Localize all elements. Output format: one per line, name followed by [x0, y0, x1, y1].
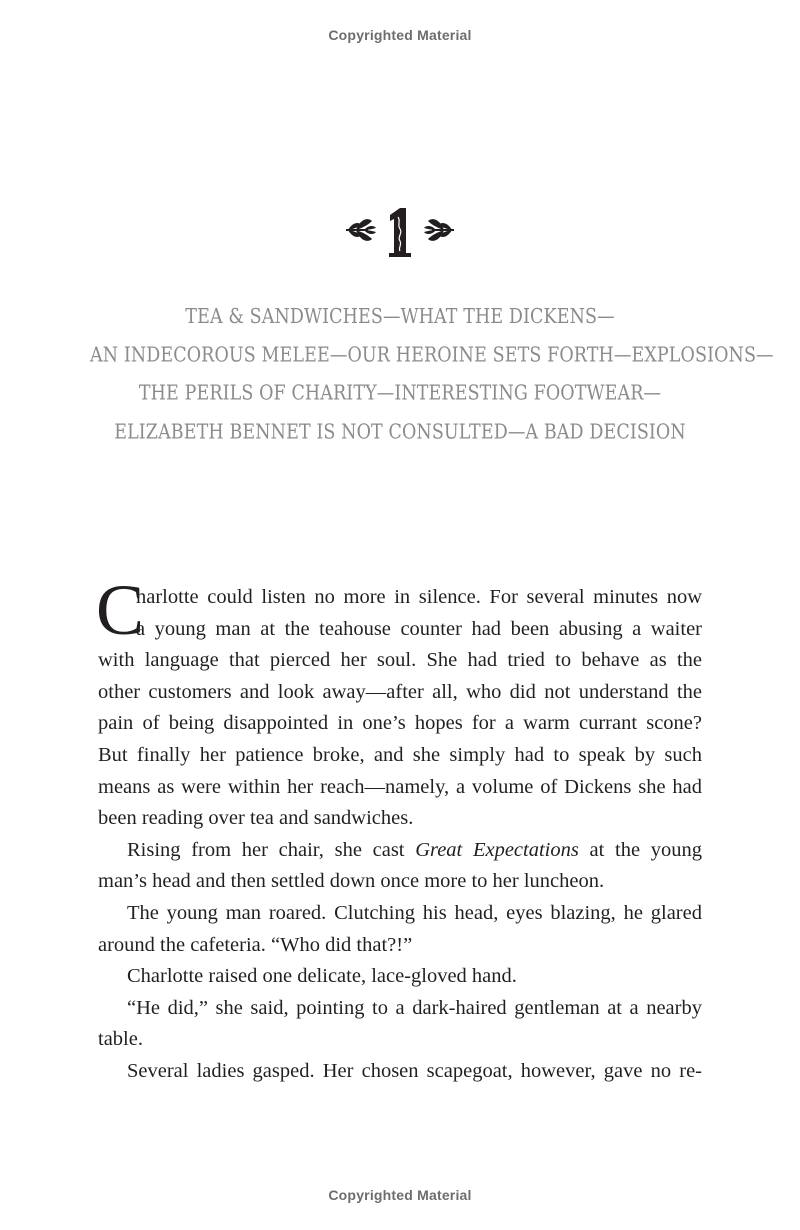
summary-line: AN INDECOROUS MELEE—OUR HEROINE SETS FORTH—EXPLOSIONS—	[90, 343, 774, 368]
summary-line: TEA & SANDWICHES—WHAT THE DICKENS—	[185, 305, 615, 329]
text-line: table.	[98, 1028, 143, 1051]
copyright-watermark-top: Copyrighted Material	[328, 27, 472, 43]
text-span: Rising from her chair, she cast	[127, 838, 416, 861]
text-line: harlotte could listen no more in silence. For several minutes now	[136, 586, 702, 608]
text-line: a young man at the teahouse counter had been abusing a waiter	[136, 617, 702, 640]
chapter-number: 1	[399, 261, 401, 262]
body-text	[98, 582, 702, 1088]
copyright-watermark-bottom: Copyrighted Material	[328, 1187, 472, 1203]
drop-cap: C	[96, 570, 145, 650]
text-line: Charlotte raised one delicate, lace-gloved hand.	[127, 965, 517, 988]
chapter-number-ornament	[0, 193, 800, 263]
text-line: around the cafeteria. “Who did that?!”	[98, 933, 413, 956]
summary-line: THE PERILS OF CHARITY—INTERESTING FOOTWEAR—	[138, 381, 662, 406]
text-span: at the young	[578, 838, 702, 861]
text-line: Several ladies gasped. Her chosen scapegoat, however, gave no re-	[127, 1059, 702, 1082]
text-line: with language that pierced her soul. She had tried to behave as the	[98, 649, 702, 672]
text-line: But finally her patience broke, and she simply had to speak by such	[98, 743, 702, 766]
text-line	[98, 835, 702, 867]
text-line: other customers and look away—after all, who did not understand the	[98, 680, 702, 703]
chapter-numeral-one	[389, 208, 411, 257]
text-line: man’s head and then settled down once more to her luncheon.	[98, 870, 605, 893]
text-line: “He did,” she said, pointing to a dark-haired gentleman at a nearby	[127, 996, 702, 1019]
left-leaf-icon	[346, 219, 376, 241]
text-line: means as were within her reach—namely, a volume of Dickens she had	[98, 775, 702, 798]
text-line: been reading over tea and sandwiches.	[98, 807, 414, 830]
text-line: pain of being disappointed in one’s hopes for a warm currant scone?	[98, 712, 702, 735]
right-leaf-icon	[424, 219, 454, 241]
summary-line: ELIZABETH BENNET IS NOT CONSULTED—A BAD DECISION	[114, 420, 686, 444]
text-line: The young man roared. Clutching his head, eyes blazing, he glared	[127, 901, 702, 924]
book-title-italic: Great Expectations	[415, 838, 579, 861]
chapter-summary	[90, 298, 774, 451]
